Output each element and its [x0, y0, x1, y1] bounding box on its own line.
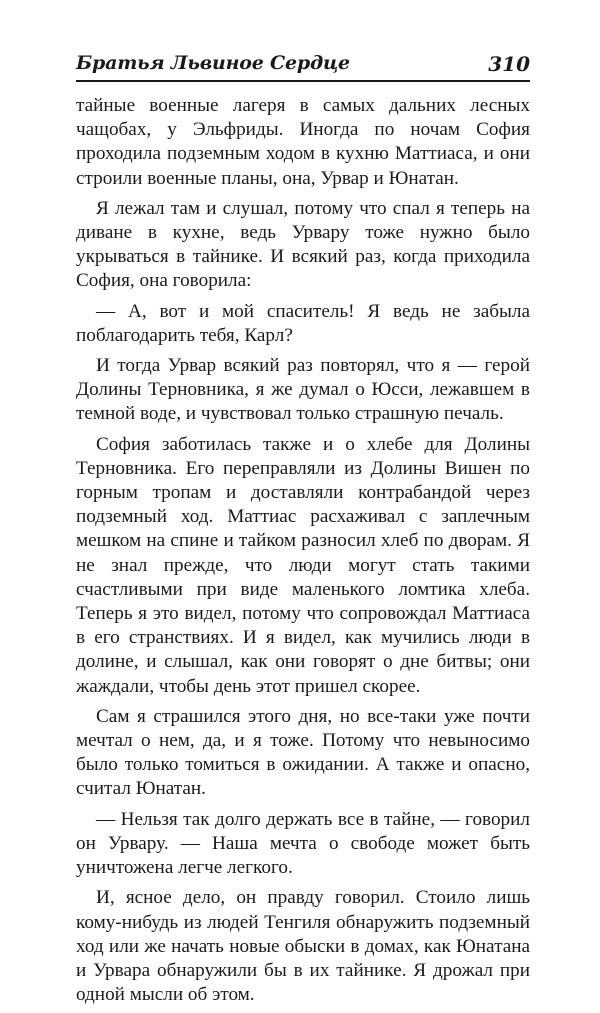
body-text	[76, 94, 530, 1013]
running-header	[76, 48, 530, 82]
paragraph: Я лежал там и слушал, потому что спал я теперь на диване в кухне, ведь Урвару тоже нужно было укрываться в тайнике. И всякий раз, когда приходила София, она говорила:	[76, 197, 530, 292]
paragraph: Сам я страшился этого дня, но все-таки уже почти мечтал о нем, да, и я тоже. Потому что невыносимо было только томиться в ожидании. А также и опасно, считал Юнатан.	[76, 705, 530, 800]
page-number: 310	[488, 52, 530, 76]
paragraph: тайные военные лагеря в самых дальних лесных чащобах, у Эльфриды. Иногда по ночам София проходила подземным ходом в кухню Маттиаса, и они строили военные планы, она, Урвар и Юнатан.	[76, 95, 530, 189]
header-divider	[76, 80, 530, 82]
book-title: Братья Львиное Сердце	[76, 52, 350, 74]
dialogue-line: — Нельзя так долго держать все в тайне, — говорил он Урвару. — Наша мечта о свободе может быть уничтожена легче легкого.	[76, 808, 530, 879]
dialogue-line: — А, вот и мой спаситель! Я ведь не забыла поблагодарить тебя, Карл?	[76, 300, 530, 346]
paragraph: И, ясное дело, он правду говорил. Стоило лишь кому-нибудь из людей Тенгиля обнаружить подземный ход или же начать новые обыски в домах, как Юнатана и Урвара обнаружили бы в их тайнике. Я дрожал при одной мысли об этом.	[76, 887, 530, 1006]
paragraph: София заботилась также и о хлебе для Долины Терновника. Его переправляли из Долины Вишен по горным тропам и доставляли контрабандой через подземный ход. Маттиас расхаживал с заплечным мешком на спине и тайком разносил хлеб по дворам. Я не знал прежде, что люди могут стать такими счастливыми при виде маленького ломтика хлеба. Теперь я это видел, потому что сопровождал Маттиаса в его странствиях. И я видел, как мучились люди в долине, и слышал, как они говорят о дне битвы; они жаждали, чтобы день этот пришел скорее.	[76, 433, 530, 697]
paragraph: И тогда Урвар всякий раз повторял, что я — герой Долины Терновника, я же думал о Юсси, лежавшем в темной воде, и чувствовал только страшную печаль.	[76, 355, 530, 425]
